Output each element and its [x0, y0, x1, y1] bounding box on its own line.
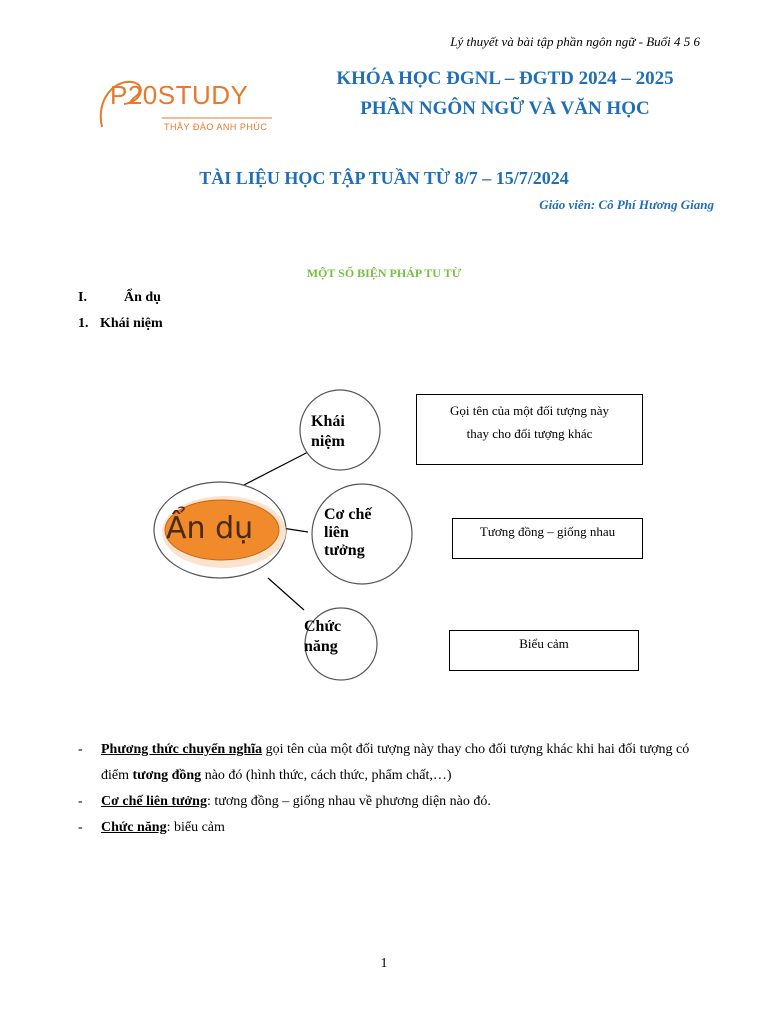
- node-label-concept: [311, 412, 345, 452]
- bullet2-text: : tương đồng – giống nhau về phương diện nào đó.: [206, 794, 491, 809]
- mechanism-box: [452, 518, 643, 559]
- heading-level2: [78, 316, 163, 332]
- node-label-mechanism-line2: liên: [324, 524, 349, 541]
- bullet1-text-a: gọi tên của một đối tượng này thay cho đối tượng khác khi hai đối tượng có điểm: [101, 742, 690, 783]
- node-label-function: [304, 617, 341, 657]
- definition-box-line1: Gọi tên của một đối tượng này: [449, 403, 610, 418]
- bullet2-term: Cơ chế liên tưởng: [101, 794, 207, 809]
- logo-sub-text: THẦY ĐÀO ANH PHÚC: [164, 122, 268, 132]
- definition-box: [416, 394, 643, 465]
- heading-level1: [78, 290, 161, 306]
- course-title-line1: KHÓA HỌC ĐGNL – ĐGTD 2024 – 2025: [336, 68, 674, 89]
- bullet-list: [78, 737, 714, 841]
- mechanism-box-text: Tương đồng – giống nhau: [479, 524, 616, 539]
- bullet3-text: : biểu cảm: [166, 820, 225, 835]
- course-title-line2: PHẦN NGÔN NGỮ VÀ VĂN HỌC: [360, 98, 650, 119]
- heading-level1-text: Ẩn dụ: [124, 290, 161, 305]
- center-label: Ẩn dụ: [166, 511, 254, 546]
- function-box: [449, 630, 639, 671]
- heading-level1-number: I.: [78, 290, 87, 305]
- bullet1-text-b: nào đó (hình thức, cách thức, phẩm chất,…): [201, 768, 452, 783]
- node-label-mechanism: [324, 506, 372, 560]
- bullet-item-3: - Chức năng: biểu cảm: [78, 820, 225, 835]
- bullet-item-2: - Cơ chế liên tưởng: tương đồng – giống nhau về phương diện nào đó.: [78, 794, 491, 809]
- node-label-mechanism-line1: Cơ chế: [324, 506, 372, 523]
- node-label-concept-line2: niệm: [311, 433, 345, 450]
- bullet1-term: Phương thức chuyển nghĩa: [101, 742, 263, 757]
- definition-box-line2: thay cho đối tượng khác: [466, 426, 593, 441]
- p20study-logo: [92, 72, 282, 140]
- bullet-item-1: - Phương thức chuyển nghĩa gọi tên của một đối tượng này thay cho đối tượng khác khi hai đối tượng có điểm tương đồng nào đó (hình thức, cách thức, phẩm chất,…): [78, 742, 690, 783]
- heading-level2-text: Khái niệm: [100, 316, 163, 331]
- teacher-name: Giáo viên: Cô Phí Hương Giang: [539, 197, 714, 212]
- node-label-concept-line1: Khái: [311, 413, 345, 430]
- page-number: 1: [380, 956, 388, 971]
- function-box-text: Biểu cảm: [519, 636, 569, 651]
- node-label-function-line2: năng: [304, 638, 338, 655]
- heading-level2-number: 1.: [78, 316, 89, 331]
- section-title: MỘT SỐ BIỆN PHÁP TU TỪ: [306, 266, 462, 280]
- node-label-function-line1: Chức: [304, 618, 342, 635]
- connector-line-3: [268, 578, 304, 610]
- node-label-mechanism-line3: tưởng: [324, 542, 365, 559]
- concept-diagram: [0, 380, 768, 700]
- logo-main-text: P20STUDY: [110, 80, 249, 110]
- connector-line-1: [238, 450, 312, 488]
- bullet3-term: Chức năng: [101, 820, 167, 835]
- bullet1-bold: tương đồng: [132, 768, 202, 783]
- document-title: TÀI LIỆU HỌC TẬP TUẦN TỪ 8/7 – 15/7/2024: [199, 168, 569, 188]
- header-note: Lý thuyết và bài tập phần ngôn ngữ - Buổi 4 5 6: [450, 34, 700, 49]
